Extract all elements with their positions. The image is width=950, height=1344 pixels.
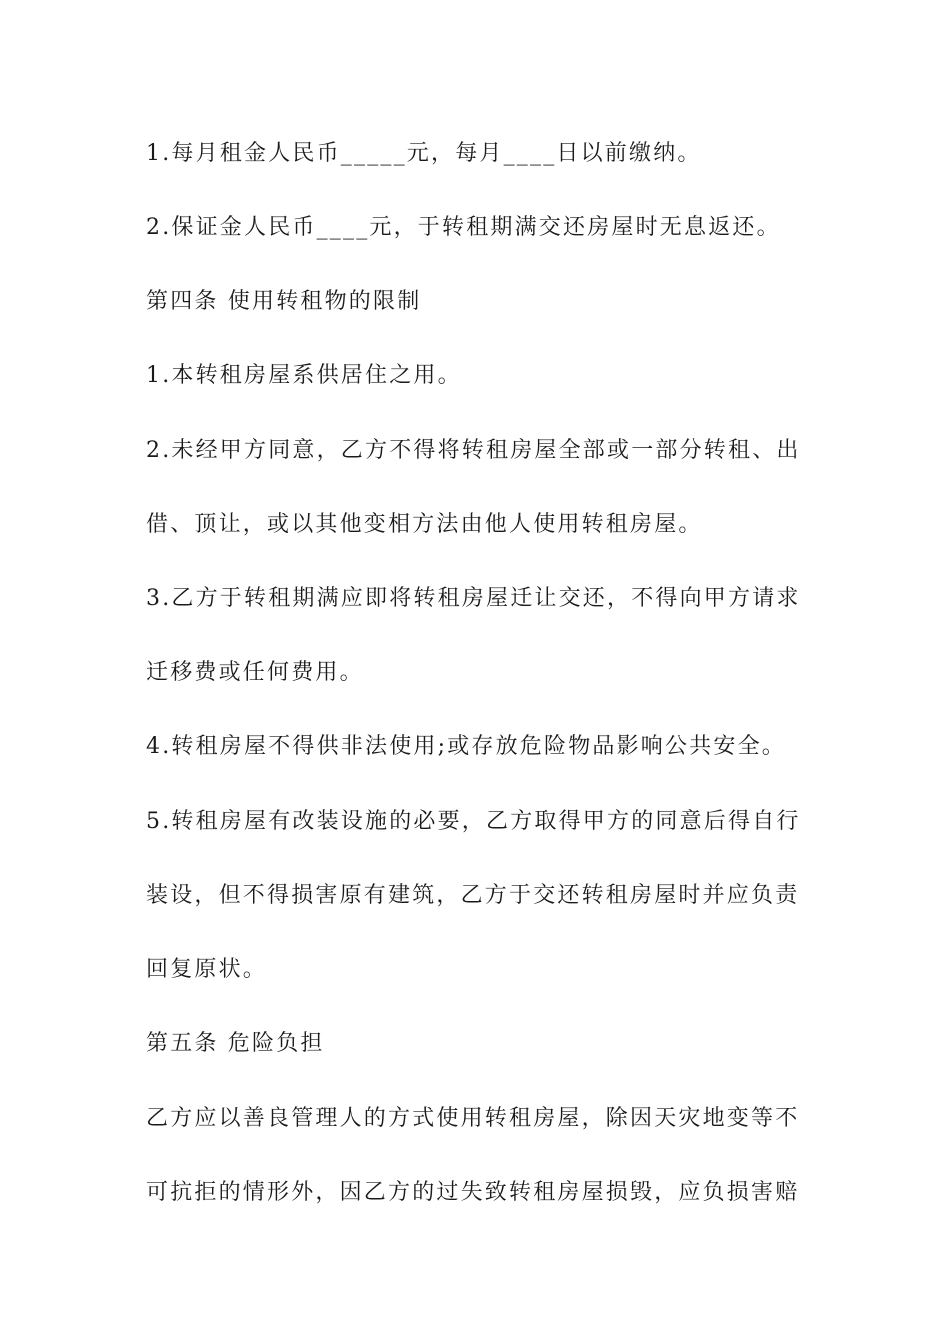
text-line-illegal-use: 4.转租房屋不得供非法使用;或存放危险物品影响公共安全。 [146,734,787,759]
text-line-rent: 1.每月租金人民币_____元，每月____日以前缴纳。 [146,141,702,166]
text-line-return-premises-cont: 迁移费或任何费用。 [146,660,364,685]
text-line-renovation: 5.转租房屋有改装设施的必要，乙方取得甲方的同意后得自行 [146,809,801,834]
text-line-renovation-cont: 装设，但不得损害原有建筑，乙方于交还转租房屋时并应负责 [146,883,800,908]
text-line-deposit: 2.保证金人民币____元，于转租期满交还房屋时无息返还。 [146,215,781,240]
text-line-risk: 乙方应以善良管理人的方式使用转租房屋，除因天灾地变等不 [146,1106,800,1131]
text-line-sublease-consent: 2.未经甲方同意，乙方不得将转租房屋全部或一部分转租、出 [146,438,801,463]
text-line-sublease-consent-cont: 借、顶让，或以其他变相方法由他人使用转租房屋。 [146,512,703,537]
section-heading-article-4: 第四条 使用转租物的限制 [146,289,422,314]
text-line-return-premises: 3.乙方于转租期满应即将转租房屋迁让交还，不得向甲方请求 [146,586,801,611]
text-line-renovation-end: 回复原状。 [146,957,268,982]
section-heading-article-5: 第五条 危险负担 [146,1031,325,1056]
text-line-risk-cont: 可抗拒的情形外，因乙方的过失致转租房屋损毁，应负损害赔 [146,1180,800,1205]
text-line-residential-use: 1.本转租房屋系供居住之用。 [146,363,462,388]
